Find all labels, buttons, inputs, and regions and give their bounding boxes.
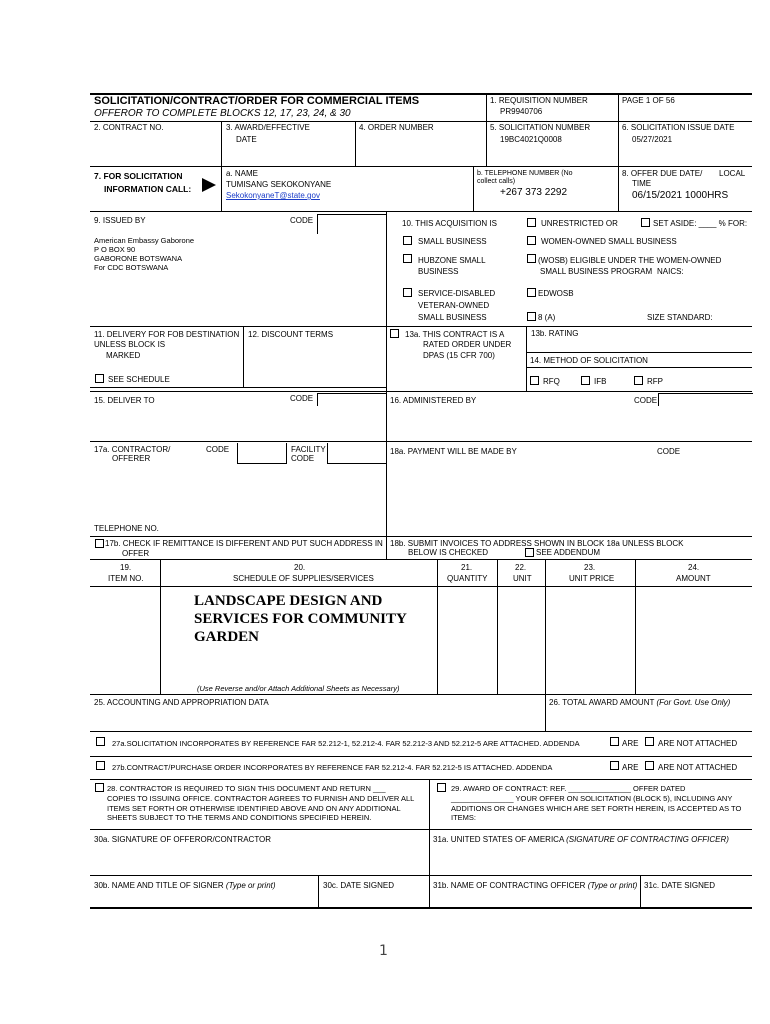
b27b-are-not-checkbox[interactable] bbox=[645, 761, 654, 770]
b28-line3: ITEMS SET FORTH OR OTHERWISE IDENTIFIED ABOVE AND ON ANY ADDITIONAL bbox=[107, 804, 401, 813]
edwosb-label: EDWOSB bbox=[538, 289, 574, 298]
sdvosb-label3: SMALL BUSINESS bbox=[418, 313, 487, 322]
block7-label1: 7. FOR SOLICITATION bbox=[94, 171, 183, 181]
payment-label: 18a. PAYMENT WILL BE MADE BY bbox=[390, 447, 517, 456]
b27a-are-label: ARE bbox=[622, 739, 639, 748]
hubzone-label2: BUSINESS bbox=[418, 267, 459, 276]
solicitation-number-label: 5. SOLICITATION NUMBER bbox=[490, 123, 591, 132]
col23-num: 23. bbox=[584, 563, 596, 572]
date-signed-30c-label: 30c. DATE SIGNED bbox=[323, 881, 394, 890]
rfq-checkbox[interactable] bbox=[530, 376, 539, 385]
hubzone-label1: HUBZONE SMALL bbox=[418, 256, 486, 265]
wosb-label: WOMEN-OWNED SMALL BUSINESS bbox=[541, 237, 677, 246]
delivery-label1: 11. DELIVERY FOR FOB DESTINATION bbox=[94, 330, 240, 339]
contract-no-label: 2. CONTRACT NO. bbox=[94, 123, 164, 132]
award-date-label: 3. AWARD/EFFECTIVE bbox=[226, 123, 310, 132]
b27a-are-not-label: ARE NOT ATTACHED bbox=[658, 739, 738, 748]
rated-label3: DPAS (15 CFR 700) bbox=[423, 351, 495, 360]
small-business-label: SMALL BUSINESS bbox=[418, 237, 487, 246]
issue-date-value: 05/27/2021 bbox=[632, 135, 673, 144]
delivery-label2: UNLESS BLOCK IS bbox=[94, 340, 166, 349]
hubzone-checkbox[interactable] bbox=[403, 254, 412, 263]
phone-label: b. TELEPHONE NUMBER (No bbox=[477, 170, 573, 177]
total-award-note: (For Govt. Use Only) bbox=[656, 698, 731, 707]
name-officer-text: 31b. NAME OF CONTRACTING OFFICER bbox=[433, 881, 586, 890]
issued-by-address-2: P O BOX 90 bbox=[94, 245, 136, 254]
total-award-text: 26. TOTAL AWARD AMOUNT bbox=[549, 698, 655, 707]
name-officer-note: (Type or print) bbox=[587, 881, 638, 890]
issued-by-address-3: GABORONE BOTSWANA bbox=[94, 254, 183, 263]
see-schedule-label: SEE SCHEDULE bbox=[108, 375, 170, 384]
deliver-to-label: 15. DELIVER TO bbox=[94, 396, 155, 405]
wosb-checkbox[interactable] bbox=[527, 236, 536, 245]
sdvosb-label2: VETERAN-OWNED bbox=[418, 301, 490, 310]
wosb-eligible-checkbox[interactable] bbox=[527, 254, 536, 263]
b28-line1: 28. CONTRACTOR IS REQUIRED TO SIGN THIS DOCUMENT AND RETURN ___ bbox=[107, 784, 386, 793]
col21-label: QUANTITY bbox=[447, 574, 488, 583]
b27b-checkbox[interactable] bbox=[96, 761, 105, 770]
block7-label2: INFORMATION CALL: bbox=[104, 184, 192, 194]
sig-offeror-label: 30a. SIGNATURE OF OFFEROR/CONTRACTOR bbox=[94, 835, 272, 844]
issued-by-address-4: For CDC BOTSWANA bbox=[94, 263, 169, 272]
col19-label: ITEM NO. bbox=[108, 574, 144, 583]
b27a-are-checkbox[interactable] bbox=[610, 737, 619, 746]
ifb-checkbox[interactable] bbox=[581, 376, 590, 385]
deliver-to-code-label: CODE bbox=[290, 394, 314, 403]
b27a-checkbox[interactable] bbox=[96, 737, 105, 746]
col21-num: 21. bbox=[461, 563, 473, 572]
b28-line4: SHEETS SUBJECT TO THE TERMS AND CONDITIONS SPECIFIED HEREIN. bbox=[107, 813, 372, 822]
col24-num: 24. bbox=[688, 563, 700, 572]
delivery-label3: MARKED bbox=[106, 351, 141, 360]
sig-usa-note: (SIGNATURE OF CONTRACTING OFFICER) bbox=[566, 835, 729, 844]
issued-by-code-label: CODE bbox=[290, 216, 314, 225]
solicitation-number-value: 19BC4021Q0008 bbox=[500, 135, 562, 144]
date-signed-31c-label: 31c. DATE SIGNED bbox=[644, 881, 715, 890]
rfq-label: RFQ bbox=[543, 377, 560, 386]
sdvosb-label1: SERVICE-DISABLED bbox=[418, 289, 496, 298]
b29-line4: ITEMS: bbox=[451, 813, 477, 822]
naics-label: NAICS: bbox=[657, 267, 684, 276]
col20-label: SCHEDULE OF SUPPLIES/SERVICES bbox=[233, 574, 374, 583]
contractor-label1: 17a. CONTRACTOR/ bbox=[94, 445, 171, 454]
unrestricted-label: UNRESTRICTED OR bbox=[541, 219, 618, 228]
accounting-label: 25. ACCOUNTING AND APPROPRIATION DATA bbox=[94, 698, 269, 707]
b27b-are-checkbox[interactable] bbox=[610, 761, 619, 770]
col22-num: 22. bbox=[515, 563, 527, 572]
method-label: 14. METHOD OF SOLICITATION bbox=[530, 356, 648, 365]
ifb-label: IFB bbox=[594, 377, 607, 386]
b27b-are-not-label: ARE NOT ATTACHED bbox=[658, 763, 738, 772]
issued-by-label: 9. ISSUED BY bbox=[94, 216, 146, 225]
rated-label1: 13a. THIS CONTRACT IS A bbox=[405, 330, 505, 339]
rfp-label: RFP bbox=[647, 377, 663, 386]
due-local: LOCAL bbox=[719, 169, 746, 178]
wosb-eligible-label2: SMALL BUSINESS PROGRAM bbox=[540, 267, 653, 276]
issue-date-label: 6. SOLICITATION ISSUE DATE bbox=[622, 123, 735, 132]
b28-checkbox[interactable] bbox=[95, 783, 104, 792]
invoices-label1: 18b. SUBMIT INVOICES TO ADDRESS SHOWN IN BLOCK 18a UNLESS BLOCK bbox=[390, 539, 684, 548]
sig-usa-text: 31a. UNITED STATES OF AMERICA bbox=[433, 835, 564, 844]
form-subtitle: OFFEROR TO COMPLETE BLOCKS 12, 17, 23, 24, & 30 bbox=[94, 108, 351, 119]
b29-line2: _______________ YOUR OFFER ON SOLICITATION (BLOCK 5), INCLUDING ANY bbox=[451, 794, 733, 803]
col20-num: 20. bbox=[294, 563, 306, 572]
b27b-are-label: ARE bbox=[622, 763, 639, 772]
facility-label2: CODE bbox=[291, 454, 315, 463]
b27b-label: 27b.CONTRACT/PURCHASE ORDER INCORPORATES BY REFERENCE FAR 52.212-4. FAR 52.212-5 IS ATTACHED. ADDENDA bbox=[112, 763, 553, 772]
col19-num: 19. bbox=[120, 563, 132, 572]
invoices-label2: BELOW IS CHECKED bbox=[408, 548, 489, 557]
b28-line2: COPIES TO ISSUING OFFICE. CONTRACTOR AGREES TO FURNISH AND DELIVER ALL bbox=[107, 794, 415, 803]
name-signer-label bbox=[94, 881, 276, 891]
see-schedule-checkbox[interactable] bbox=[95, 374, 104, 383]
remittance-checkbox[interactable] bbox=[95, 539, 104, 548]
due-label: 8. OFFER DUE DATE/ bbox=[622, 169, 703, 178]
issued-by-address-1: American Embassy Gaborone bbox=[94, 236, 195, 245]
administered-code-label: CODE bbox=[634, 396, 658, 405]
phone-label2: collect calls) bbox=[477, 178, 516, 185]
discount-terms-label: 12. DISCOUNT TERMS bbox=[248, 330, 334, 339]
contractor-label2: OFFERER bbox=[112, 454, 151, 463]
sdvosb-checkbox[interactable] bbox=[403, 288, 412, 297]
set-aside-checkbox[interactable] bbox=[641, 218, 650, 227]
contractor-code-label: CODE bbox=[206, 445, 230, 454]
acquisition-label: 10. THIS ACQUISITION IS bbox=[402, 219, 497, 228]
administered-by-label: 16. ADMINISTERED BY bbox=[390, 396, 477, 405]
edwosb-checkbox[interactable] bbox=[527, 288, 536, 297]
rfp-checkbox[interactable] bbox=[634, 376, 643, 385]
requisition-label: 1. REQUISITION NUMBER bbox=[490, 96, 588, 105]
reverse-note: (Use Reverse and/or Attach Additional Sheets as Necessary) bbox=[197, 684, 400, 693]
rating-label: 13b. RATING bbox=[531, 329, 579, 338]
form-title: SOLICITATION/CONTRACT/ORDER FOR COMMERCIAL ITEMS bbox=[94, 95, 420, 107]
telephone-label: TELEPHONE NO. bbox=[94, 524, 159, 533]
eight-a-label: 8 (A) bbox=[538, 313, 556, 322]
name-value: TUMISANG SEKOKONYANE bbox=[226, 180, 332, 189]
set-aside-label: SET ASIDE: ____ % FOR: bbox=[653, 219, 748, 228]
b27a-label: 27a.SOLICITATION INCORPORATES BY REFERENCE FAR 52.212-1, 52.212-4. FAR 52.212-3 AND 52.212-5 ARE ATTACHED. ADDENDA bbox=[112, 739, 580, 748]
col23-label: UNIT PRICE bbox=[569, 574, 615, 583]
due-value: 06/15/2021 1000HRS bbox=[632, 190, 729, 201]
page-number: 1 bbox=[379, 943, 388, 959]
b29-line1: 29. AWARD OF CONTRACT: REF. _______________ OFFER DATED bbox=[451, 784, 686, 793]
payment-code-label: CODE bbox=[657, 447, 681, 456]
wosb-eligible-label1: (WOSB) ELIGIBLE UNDER THE WOMEN-OWNED bbox=[538, 256, 722, 265]
name-label: a. NAME bbox=[226, 169, 259, 178]
col24-label: AMOUNT bbox=[676, 574, 711, 583]
award-date-label2: DATE bbox=[236, 135, 257, 144]
total-award-label bbox=[549, 698, 730, 708]
b27a-are-not-checkbox[interactable] bbox=[645, 737, 654, 746]
page-label: PAGE 1 OF 56 bbox=[622, 96, 675, 105]
rated-label2: RATED ORDER UNDER bbox=[423, 340, 512, 349]
small-business-checkbox[interactable] bbox=[403, 236, 412, 245]
size-standard-label: SIZE STANDARD: bbox=[647, 313, 713, 322]
name-signer-text: 30b. NAME AND TITLE OF SIGNER bbox=[94, 881, 224, 890]
order-number-label: 4. ORDER NUMBER bbox=[359, 123, 434, 132]
b29-line3: ADDITIONS OR CHANGES WHICH ARE SET FORTH HEREIN, IS ACCEPTED AS TO bbox=[451, 804, 742, 813]
item-title-line2: SERVICES FOR COMMUNITY bbox=[194, 611, 407, 627]
see-addendum-label: SEE ADDENDUM bbox=[536, 548, 601, 557]
item-title-line3: GARDEN bbox=[194, 629, 260, 645]
due-time: TIME bbox=[632, 179, 652, 188]
col22-label: UNIT bbox=[513, 574, 532, 583]
unrestricted-checkbox[interactable] bbox=[527, 218, 536, 227]
name-signer-note: (Type or print) bbox=[225, 881, 276, 890]
remittance-label2: OFFER bbox=[122, 549, 150, 558]
email-link[interactable]: SekokonyaneT@state.gov bbox=[226, 191, 320, 200]
item-title-line1: LANDSCAPE DESIGN AND bbox=[194, 593, 383, 609]
remittance-label1: 17b. CHECK IF REMITTANCE IS DIFFERENT AND PUT SUCH ADDRESS IN bbox=[105, 539, 383, 548]
see-addendum-checkbox[interactable] bbox=[525, 548, 534, 557]
sig-usa-label bbox=[433, 835, 729, 845]
requisition-value: PR9940706 bbox=[500, 107, 543, 116]
b29-checkbox[interactable] bbox=[437, 783, 446, 792]
eight-a-checkbox[interactable] bbox=[527, 312, 536, 321]
rated-order-checkbox[interactable] bbox=[390, 329, 399, 338]
right-triangle-arrow-icon bbox=[202, 178, 216, 192]
phone-value: +267 373 2292 bbox=[500, 187, 568, 198]
facility-label1: FACILITY bbox=[291, 445, 326, 454]
name-officer-label bbox=[433, 881, 637, 891]
